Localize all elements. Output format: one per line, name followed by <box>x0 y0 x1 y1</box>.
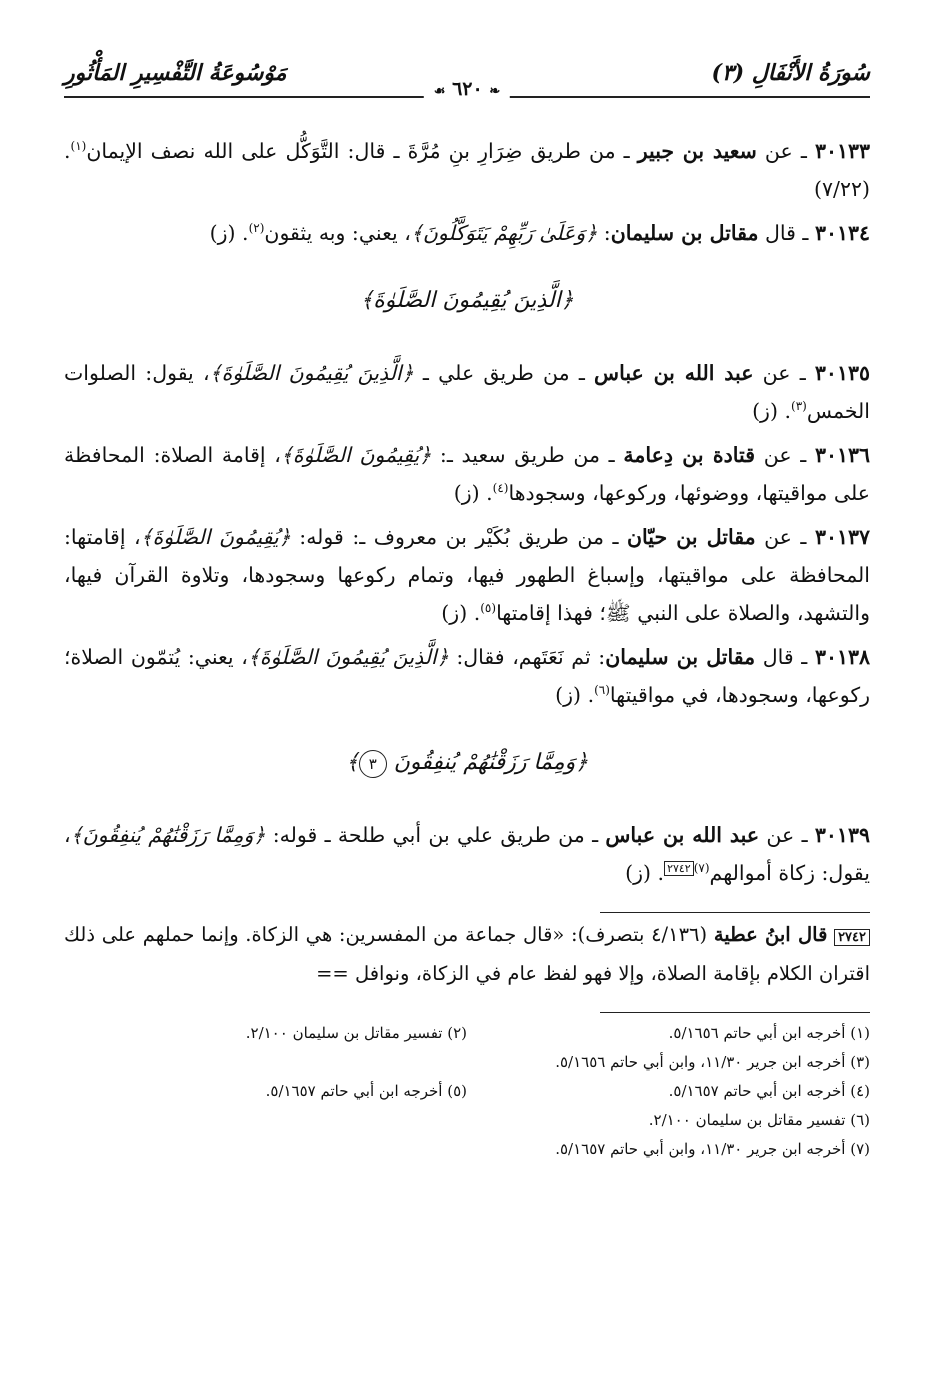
narrator-name: مقاتل بن سليمان <box>610 221 759 245</box>
footnote-marker[interactable]: (٦) <box>594 683 610 698</box>
entry-30139 <box>64 816 870 892</box>
page-number: ٦٢٠ <box>452 78 483 100</box>
entry-text: ـ قال <box>755 645 815 669</box>
entry-text: ـ من طريق علي ـ <box>413 361 595 385</box>
quran-quote: ﴿وَعَلَىٰ رَبِّهِمْ يَتَوَكَّلُونَ﴾ <box>410 221 598 245</box>
entry-text: ، إقامة الصلاة: المحافظة على مواقيتها، ووضوئها، وركوعها، وسجودها <box>64 443 870 505</box>
entry-30138 <box>64 638 870 714</box>
entry-number: ٣٠١٣٣ <box>814 139 870 163</box>
entry-text: ، يقول: الصلوات الخمس <box>64 361 870 423</box>
verse-heading <box>64 744 870 782</box>
entry-text: . (ز) <box>441 601 481 625</box>
narrator-name: مقاتل بن سليمان <box>605 645 756 669</box>
entry-number: ٣٠١٣٤ <box>814 221 870 245</box>
entry-text: . (ز) <box>625 861 665 885</box>
footnote-marker[interactable]: (١) <box>70 139 87 154</box>
footnote-marker[interactable]: (٣) <box>791 399 807 414</box>
footnote-row <box>64 1077 870 1106</box>
narrator-name: عبد الله بن عباس <box>605 823 760 847</box>
footnote: (٦) تفسير مقاتل بن سليمان ٢/١٠٠. <box>648 1110 870 1129</box>
entry-text: ، إقامتها: المحافظة على مواقيتها، وإسباغ الطهور فيها، وتمام ركوعها وسجودها، وتلاوة القرآن فيها، والتشهد، والصلاة على النبي ﷺ؛ فهذا إقامتها <box>64 525 870 625</box>
entry-30135 <box>64 354 870 430</box>
narrator-name: مقاتل بن حيّان <box>627 525 756 549</box>
commentary-reference[interactable]: ٢٧٤٢ <box>664 861 694 876</box>
entry-text: . (٧/٢٢) <box>64 139 870 201</box>
page-number-wrap <box>424 78 510 100</box>
narrator-name: عبد الله بن عباس <box>594 361 754 385</box>
footnote: (٤) أخرجه ابن أبي حاتم ٥/١٦٥٧. <box>668 1081 870 1100</box>
entry-text: ـ قال <box>758 221 815 245</box>
commentary-note <box>64 917 870 992</box>
verse-number-icon: ٣ <box>359 750 387 778</box>
entry-text: ـ عن <box>753 361 815 385</box>
entry-30133 <box>64 132 870 208</box>
entry-text: ، يعني: وبه يثقون <box>264 221 411 245</box>
ornament-icon: ❧ <box>489 84 501 99</box>
footnote: (٢) تفسير مقاتل بن سليمان ٢/١٠٠. <box>245 1023 467 1042</box>
entry-text: . (ز) <box>555 683 595 707</box>
footnote: (٥) أخرجه ابن أبي حاتم ٥/١٦٥٧. <box>265 1081 467 1100</box>
footnote-marker[interactable]: (٥) <box>480 601 497 616</box>
book-title: مَوْسُوعَةُ التَّفْسِيرِ المَأْثُورِ <box>64 60 287 86</box>
entry-30137 <box>64 518 870 632</box>
entry-30136 <box>64 436 870 512</box>
entry-number: ٣٠١٣٧ <box>814 525 870 549</box>
page-header <box>64 58 870 98</box>
quran-quote: ﴿الَّذِينَ يُقِيمُونَ الصَّلَوٰةَ﴾ <box>209 361 414 385</box>
footnote-marker[interactable]: (٤) <box>492 481 509 496</box>
page <box>64 58 870 1164</box>
entry-text: ـ من طريق ضِرَارِ بنِ مُرَّةَ ـ قال: التَّوَكُّل على الله نصف الإيمان <box>86 139 638 163</box>
entry-text: ـ عن <box>759 823 815 847</box>
footnote-marker[interactable]: (٢) <box>248 221 265 236</box>
quran-quote: ﴿الَّذِينَ يُقِيمُونَ الصَّلَوٰةَ﴾ <box>247 645 449 669</box>
footnote-marker[interactable]: (٧) <box>693 861 710 876</box>
entry-text: : <box>597 221 611 245</box>
entry-text: ـ من طريق سعيد ـ: <box>431 443 624 467</box>
entry-number: ٣٠١٣٩ <box>814 823 870 847</box>
entry-30134 <box>64 214 870 252</box>
footnote: (٧) أخرجه ابن جرير ١١/٣٠، وابن أبي حاتم ٥/١٦٥٧. <box>555 1139 870 1158</box>
narrator-name: سعيد بن جبير <box>637 139 757 163</box>
entry-text: . (ز) <box>209 221 249 245</box>
verse-bracket: ﴾ <box>345 750 359 775</box>
footnote: (١) أخرجه ابن أبي حاتم ٥/١٦٥٦. <box>668 1023 870 1042</box>
entry-text: . (ز) <box>453 481 493 505</box>
surah-title: سُورَةُ الأَنْفَالِ (٣) <box>711 60 870 86</box>
verse-heading: ﴿الَّذِينَ يُقِيمُونَ الصَّلَوٰةَ﴾ <box>360 288 574 313</box>
quran-quote: ﴿يُقِيمُونَ الصَّلَوٰةَ﴾ <box>140 525 291 549</box>
ornament-icon: ☙ <box>433 84 446 99</box>
entry-text: ـ عن <box>755 525 815 549</box>
commentary-author: قال ابنُ عطية <box>713 923 828 946</box>
entry-number: ٣٠١٣٨ <box>814 645 870 669</box>
verse-text: ﴿وَمِمَّا رَزَقْنَٰهُمْ يُنفِقُونَ <box>393 750 589 775</box>
footnote-row <box>64 1019 870 1048</box>
narrator-name: قتادة بن دِعامة <box>623 443 756 467</box>
entry-number: ٣٠١٣٥ <box>814 361 870 385</box>
commentary-divider <box>600 912 870 913</box>
commentary-text: (٤/١٣٦ بتصرف): «قال جماعة من المفسرين: هي الزكاة. وإنما حملهم على ذلك اقتران الكلام بإقامة الصلاة، وإلا فهو لفظ عام في الزكاة، ونوافل == <box>64 923 870 985</box>
entry-text: ـ من طريق بُكَيْر بن معروف ـ: قوله: <box>290 525 627 549</box>
entry-text: ـ عن <box>755 443 815 467</box>
entry-text: . (ز) <box>752 399 791 423</box>
entry-text: : ثم نَعَتَهم، فقال: <box>448 645 606 669</box>
entry-text: ـ من طريق علي بن أبي طلحة ـ قوله: <box>265 823 606 847</box>
commentary-number: ٢٧٤٢ <box>834 929 870 946</box>
footnote: (٣) أخرجه ابن جرير ١١/٣٠، وابن أبي حاتم ٥/١٦٥٦. <box>555 1052 870 1071</box>
entry-text: ، يقول: زكاة أموالهم <box>64 823 870 885</box>
quran-quote: ﴿يُقِيمُونَ الصَّلَوٰةَ﴾ <box>280 443 432 467</box>
footnotes-divider <box>600 1012 870 1013</box>
entry-text: ، يعني: يُتمّون الصلاة؛ ركوعها، وسجودها، في مواقيتها <box>64 645 870 707</box>
entry-number: ٣٠١٣٦ <box>814 443 871 467</box>
quran-quote: ﴿وَمِمَّا رَزَقْنَٰهُمْ يُنفِقُونَ﴾ <box>70 823 266 847</box>
entry-text: ـ عن <box>756 139 815 163</box>
footnotes <box>64 1019 870 1164</box>
main-text <box>64 132 870 892</box>
